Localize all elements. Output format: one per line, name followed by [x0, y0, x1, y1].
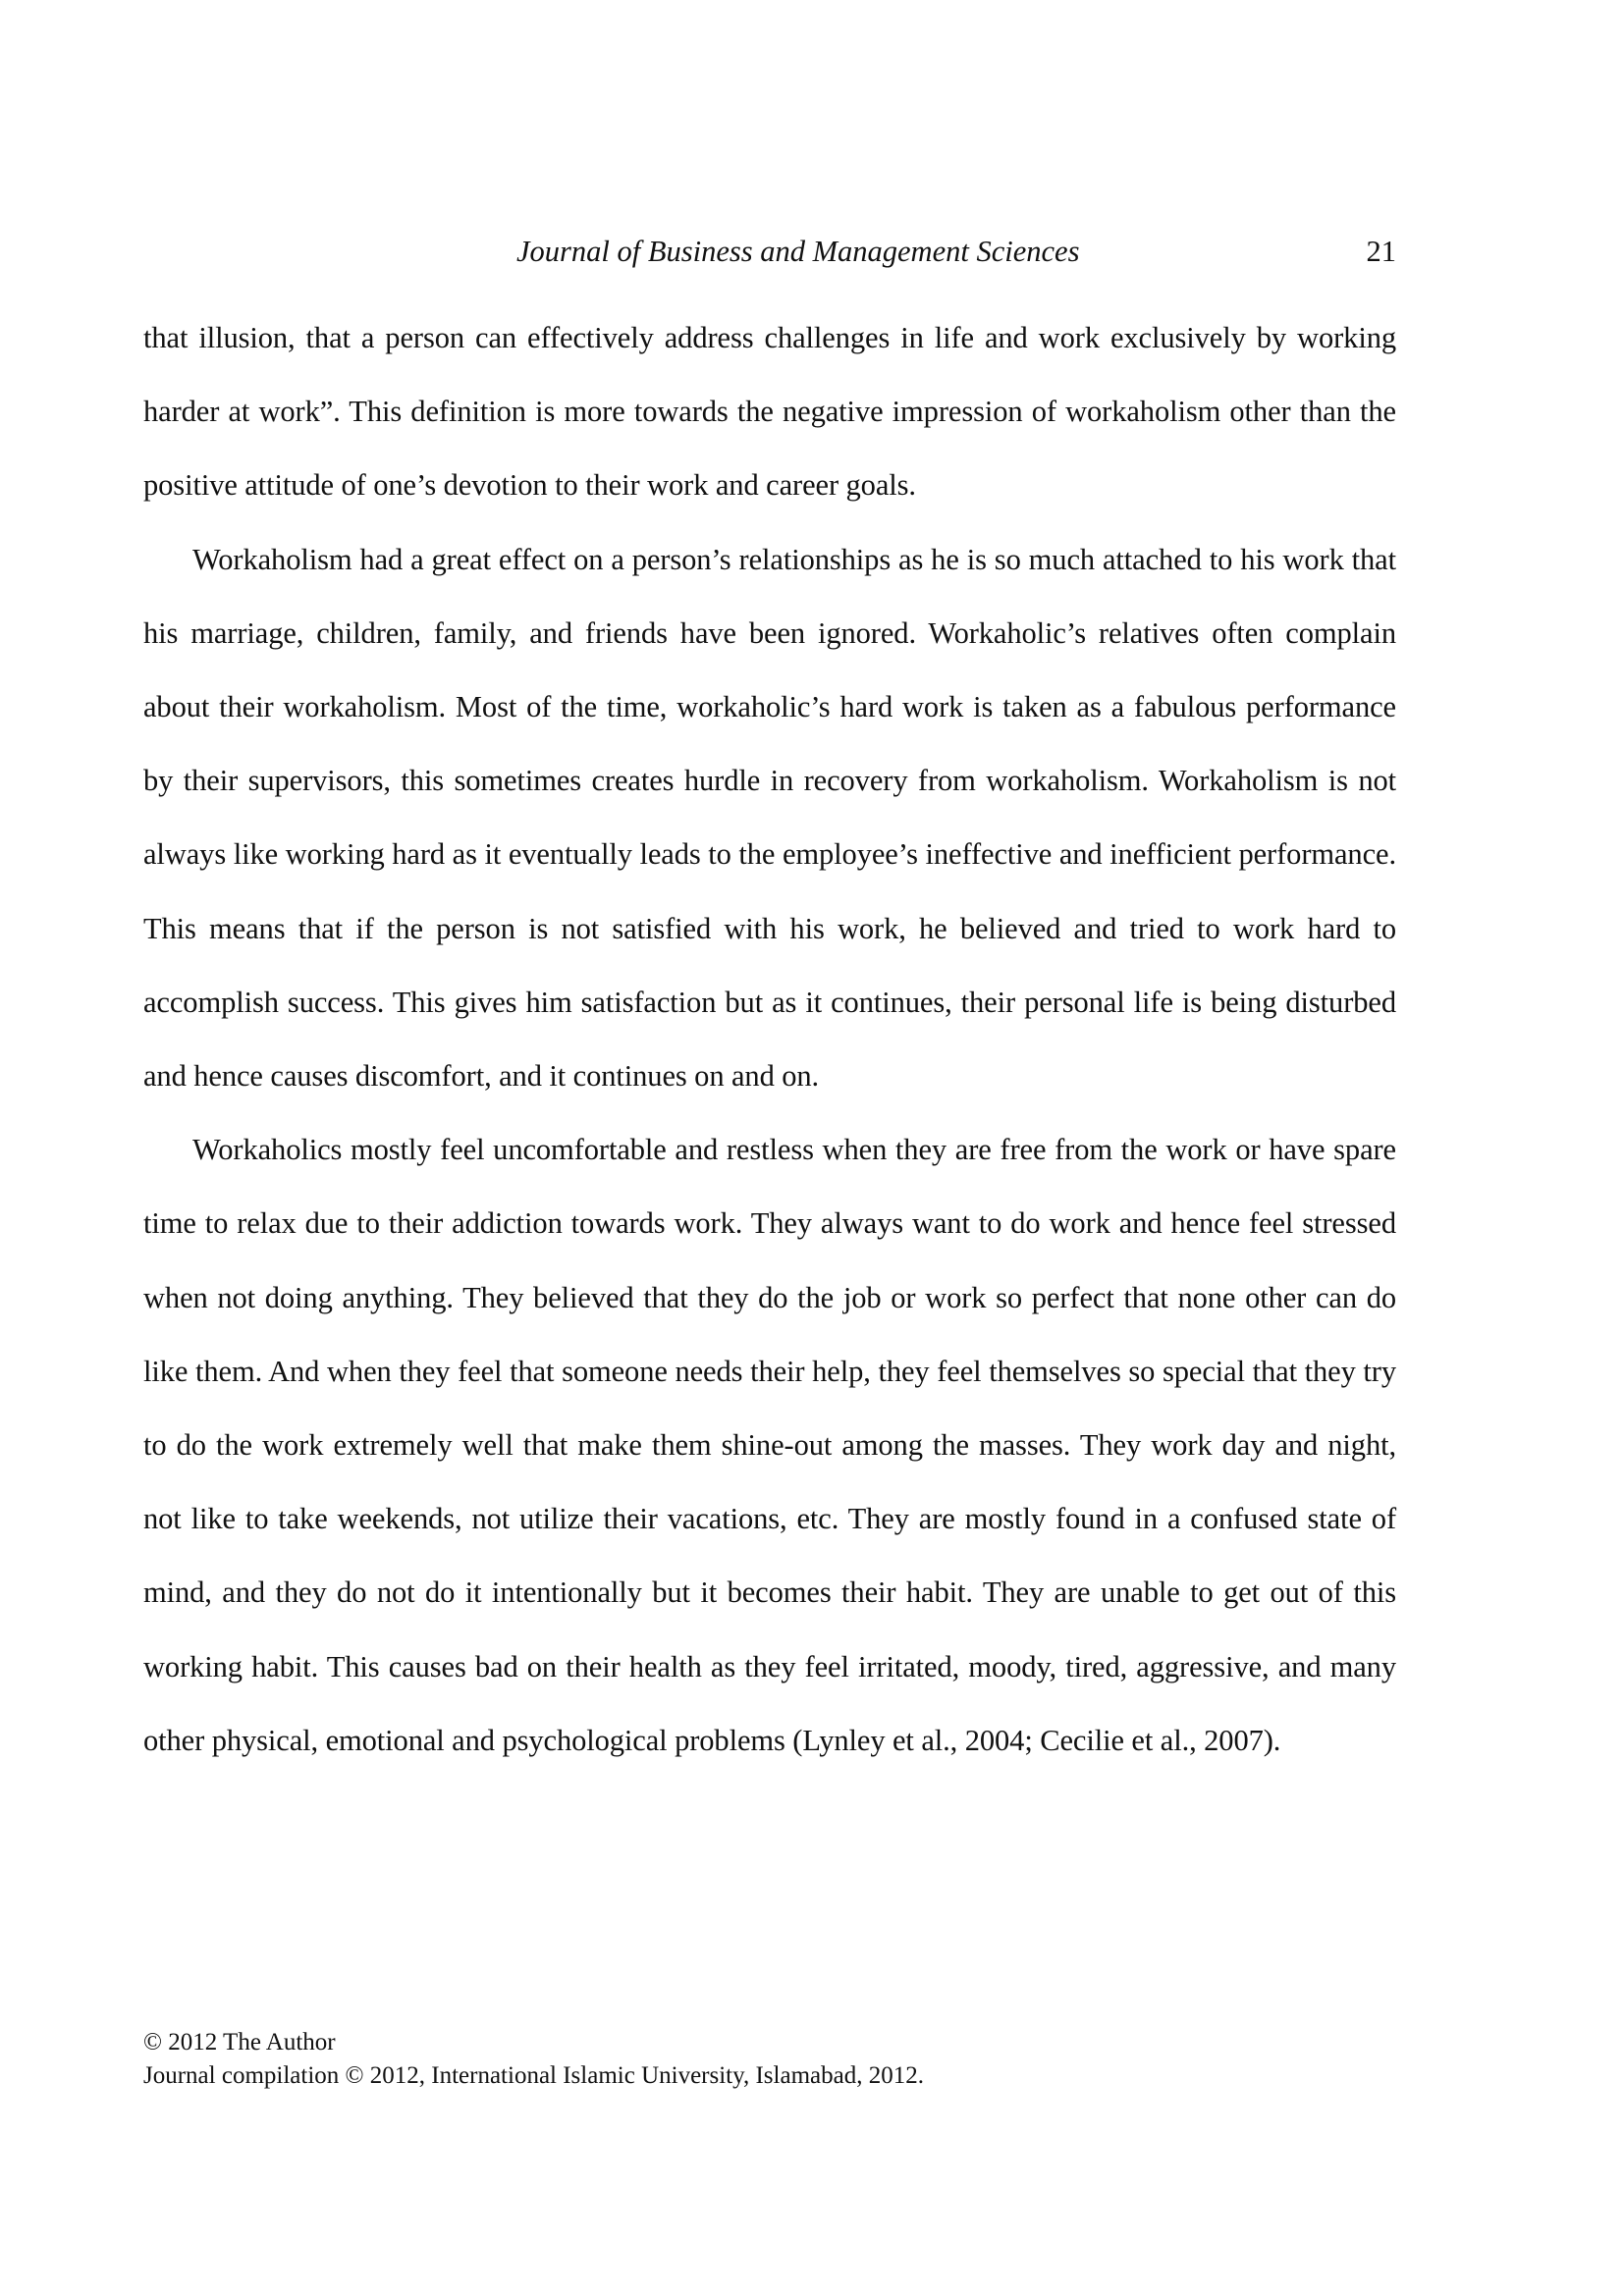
journal-title: Journal of Business and Management Sciences: [516, 235, 1080, 268]
page-footer: [143, 2026, 1322, 2093]
page-number: 21: [1366, 235, 1396, 268]
paragraph-continuation: that illusion, that a person can effectively address challenges in life and work exclusively by working harder at work”. This definition is more towards the negative impression of workaholism other than the positive attitude of one’s devotion to their work and career goals.: [143, 321, 1396, 503]
running-header: [143, 230, 1396, 273]
body-text: [143, 301, 1396, 1778]
copyright-line: © 2012 The Author: [143, 2029, 336, 2056]
journal-compilation-line: Journal compilation © 2012, International Islamic University, Islamabad, 2012.: [143, 2062, 924, 2089]
paragraph-workaholics-restless: Workaholics mostly feel uncomfortable and restless when they are free from the work or have spare time to relax due to their addiction towards work. They always want to do work and hence feel stressed when not doing anything. They believed that they do the job or work so perfect that none other can do like them. And when they feel that someone needs their help, they feel themselves so special that they try to do the work extremely well that make them shine-out among the masses. They work day and night, not like to take weekends, not utilize their vacations, etc. They are mostly found in a confused state of mind, and they do not do it intentionally but it becomes their habit. They are unable to get out of this working habit. This causes bad on their health as they feel irritated, moody, tired, aggressive, and many other physical, emotional and psychological problems (Lynley et al., 2004; Cecilie et al., 2007).: [143, 1133, 1396, 1757]
paragraph-workaholism-relationships: Workaholism had a great effect on a person’s relationships as he is so much attached to his work that his marriage, children, family, and friends have been ignored. Workaholic’s relatives often complain about their workaholism. Most of the time, workaholic’s hard work is taken as a fabulous performance by their supervisors, this sometimes creates hurdle in recovery from workaholism. Workaholism is not always like working hard as it eventually leads to the employee’s ineffective and inefficient performance. This means that if the person is not satisfied with his work, he believed and tried to work hard to accomplish success. This gives him satisfaction but as it continues, their personal life is being disturbed and hence causes discomfort, and it continues on and on.: [143, 542, 1396, 1094]
